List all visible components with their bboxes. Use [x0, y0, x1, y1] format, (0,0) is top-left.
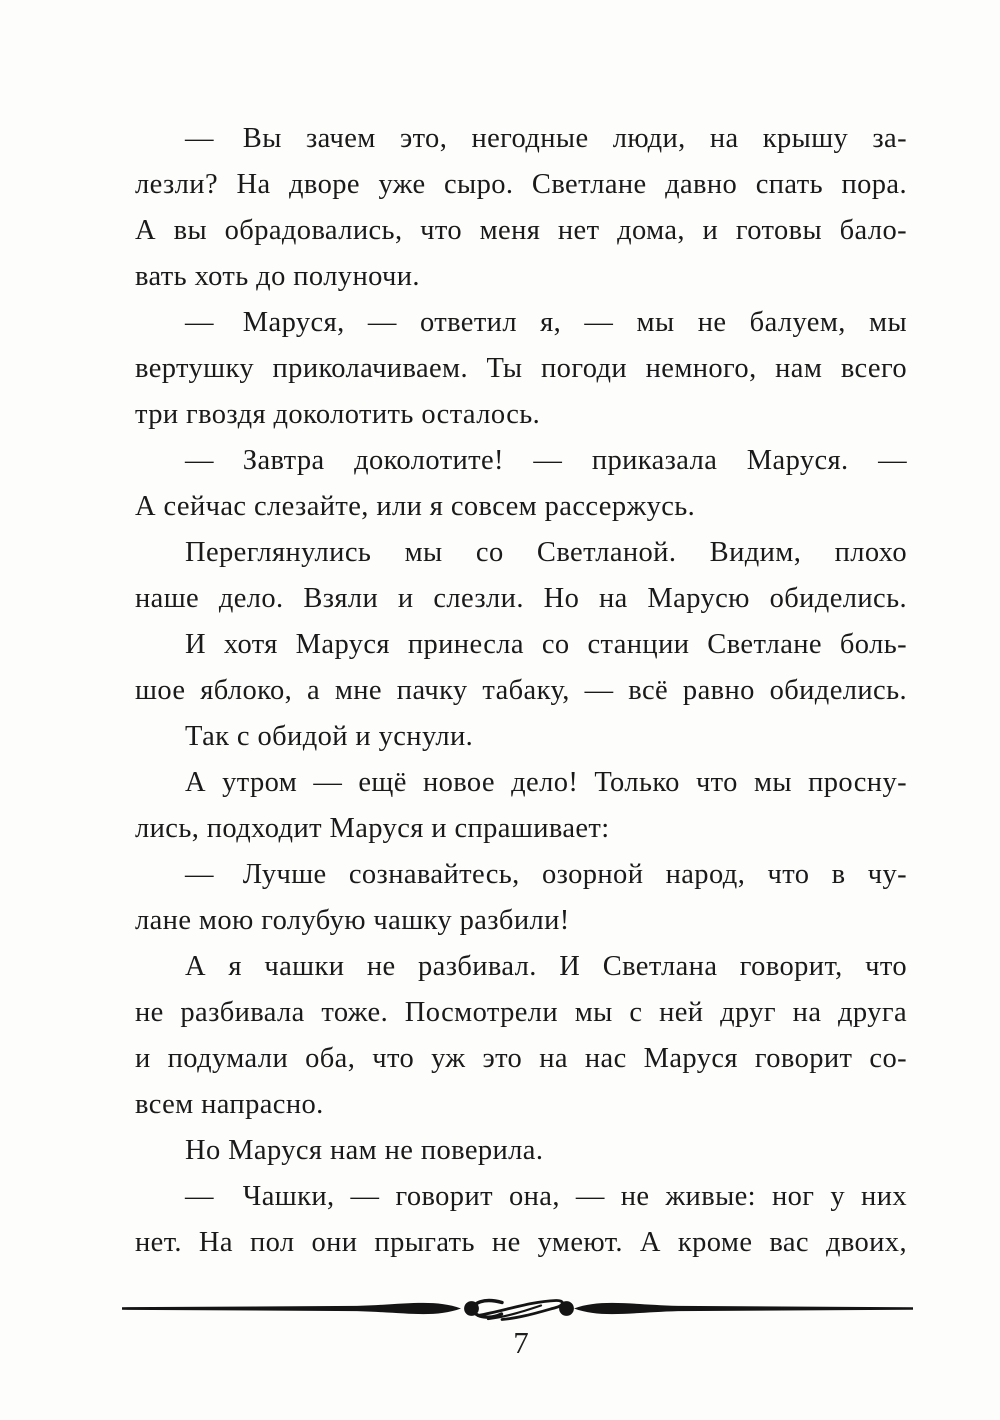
text-line: три гвоздя доколотить осталось.: [135, 399, 541, 430]
text-line: А утром — ещё новое дело! Только что мы просну-: [185, 767, 907, 798]
text-line: — Завтра доколотите! — приказала Маруся. —: [185, 445, 907, 476]
text-line: Так с обидой и уснули.: [185, 721, 474, 752]
text-line: — Вы зачем это, негодные люди, на крышу за-: [185, 123, 907, 154]
text-line: всем напрасно.: [135, 1089, 324, 1120]
page-text: [135, 116, 907, 1266]
text-line: вать хоть до полуночи.: [135, 261, 420, 292]
page-number: 7: [513, 1325, 529, 1360]
text-line: нет. На пол они прыгать не умеют. А кроме вас двоих,: [135, 1227, 907, 1258]
flourish-divider: [122, 1292, 913, 1325]
text-line: — Лучше сознавайтесь, озорной народ, что в чу-: [185, 859, 907, 890]
text-line: лись, подходит Маруся и спрашивает:: [135, 813, 610, 844]
text-line: не разбивала тоже. Посмотрели мы с ней друг на друга: [135, 997, 907, 1028]
text-line: А вы обрадовались, что меня нет дома, и готовы бало-: [135, 215, 907, 246]
text-line: Но Маруся нам не поверила.: [185, 1135, 544, 1166]
text-line: вертушку приколачиваем. Ты погоди немного, нам всего: [135, 353, 907, 384]
text-line: Переглянулись мы со Светланой. Видим, плохо: [185, 537, 907, 568]
text-line: лане мою голубую чашку разбили!: [135, 905, 570, 936]
text-line: и подумали оба, что уж это на нас Маруся говорит со-: [135, 1043, 907, 1074]
text-line: А сейчас слезайте, или я совсем рассержусь.: [135, 491, 696, 522]
text-line: шое яблоко, а мне пачку табаку, — всё равно обиделись.: [135, 675, 907, 706]
text-line: — Маруся, — ответил я, — мы не балуем, мы: [185, 307, 907, 338]
flourish-divider-icon: [122, 1292, 913, 1325]
text-line: И хотя Маруся принесла со станции Светлане боль-: [185, 629, 907, 660]
text-line: А я чашки не разбивал. И Светлана говорит, что: [185, 951, 907, 982]
text-line: лезли? На дворе уже сыро. Светлане давно спать пора.: [135, 169, 907, 200]
text-line: — Чашки, — говорит она, — не живые: ног у них: [185, 1181, 907, 1212]
text-line: наше дело. Взяли и слезли. Но на Марусю обиделись.: [135, 583, 907, 614]
